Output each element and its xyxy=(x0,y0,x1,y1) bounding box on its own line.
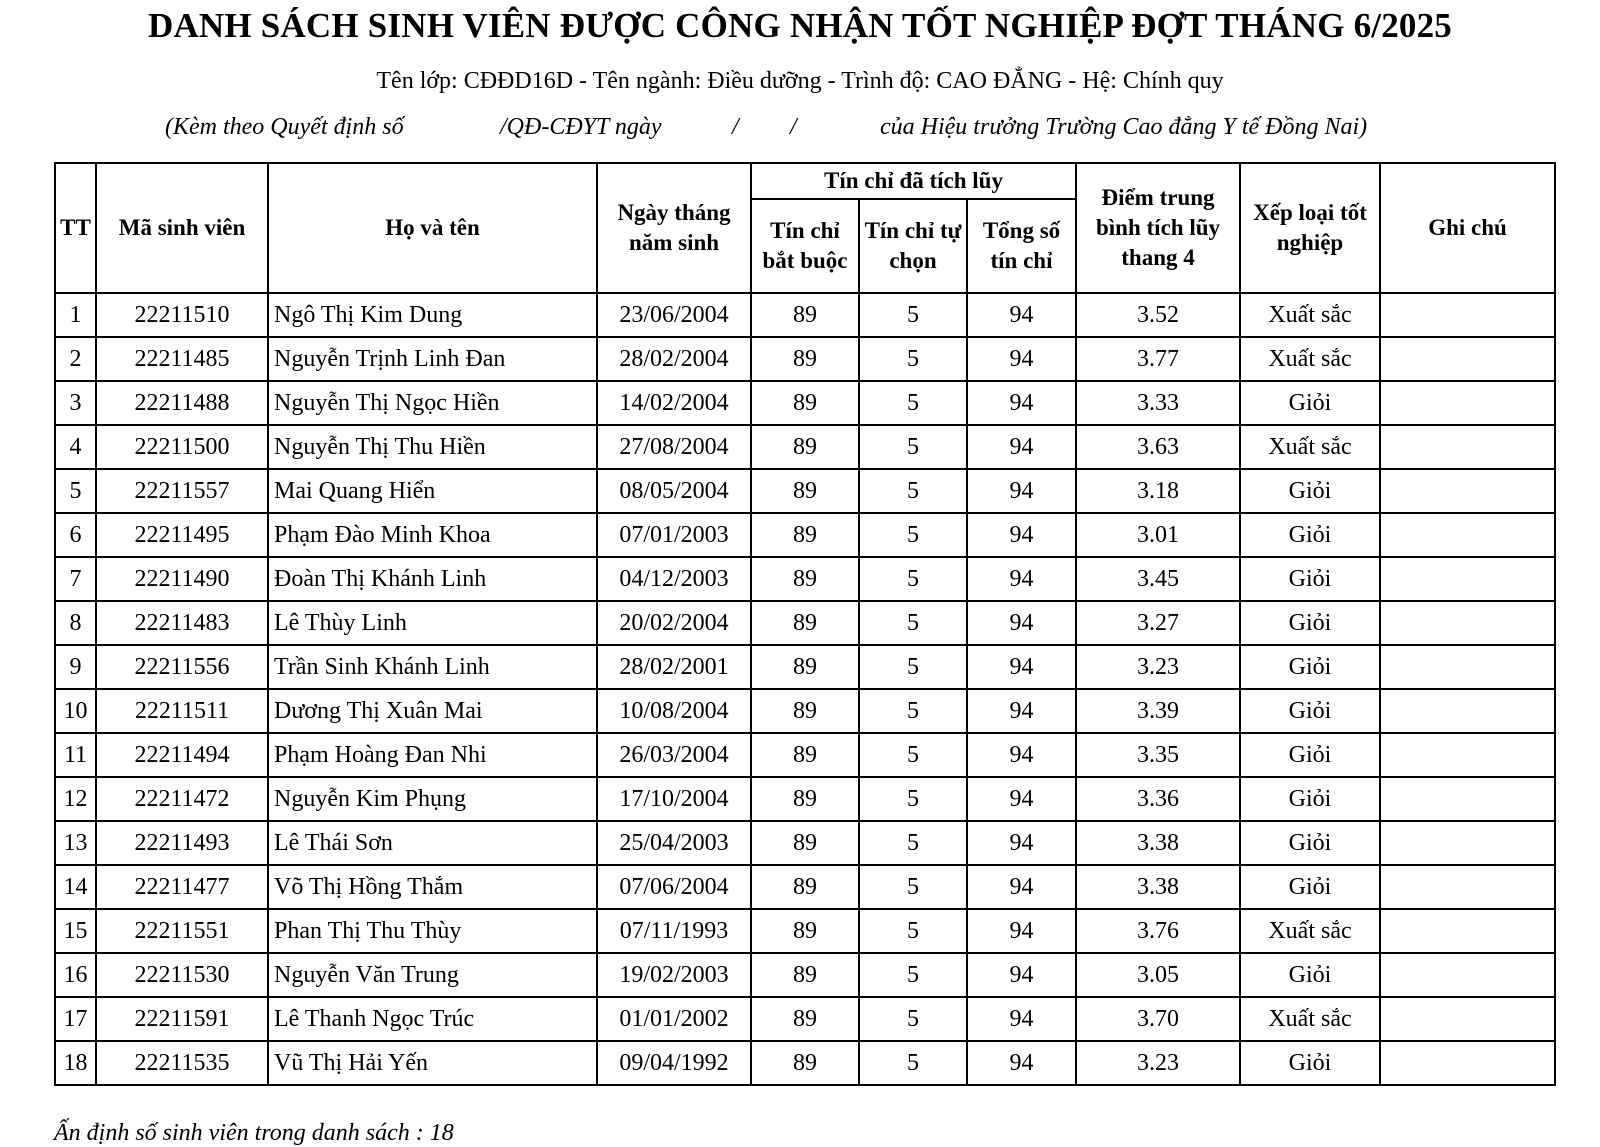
cell-credits-elective: 5 xyxy=(859,953,967,997)
cell-classification: Giỏi xyxy=(1240,733,1380,777)
cell-gpa: 3.33 xyxy=(1076,381,1240,425)
cell-credits-total: 94 xyxy=(967,689,1076,733)
cell-tt: 9 xyxy=(55,645,96,689)
cell-credits-required: 89 xyxy=(751,777,859,821)
cell-note xyxy=(1380,1041,1555,1085)
cell-student-id: 22211472 xyxy=(96,777,268,821)
cell-tt: 13 xyxy=(55,821,96,865)
cell-tt: 17 xyxy=(55,997,96,1041)
cell-student-id: 22211535 xyxy=(96,1041,268,1085)
cell-full-name: Nguyễn Kim Phụng xyxy=(268,777,597,821)
cell-gpa: 3.27 xyxy=(1076,601,1240,645)
cell-gpa: 3.63 xyxy=(1076,425,1240,469)
cell-credits-required: 89 xyxy=(751,557,859,601)
cell-full-name: Ngô Thị Kim Dung xyxy=(268,293,597,337)
cell-dob: 07/01/2003 xyxy=(597,513,751,557)
cell-full-name: Võ Thị Hồng Thắm xyxy=(268,865,597,909)
cell-classification: Giỏi xyxy=(1240,513,1380,557)
cell-note xyxy=(1380,381,1555,425)
decision-date-slash: / xyxy=(732,114,739,140)
cell-gpa: 3.38 xyxy=(1076,821,1240,865)
student-count-summary: Ấn định số sinh viên trong danh sách : 18 xyxy=(54,1120,454,1146)
cell-credits-elective: 5 xyxy=(859,1041,967,1085)
cell-credits-total: 94 xyxy=(967,469,1076,513)
cell-student-id: 22211551 xyxy=(96,909,268,953)
cell-dob: 10/08/2004 xyxy=(597,689,751,733)
cell-classification: Giỏi xyxy=(1240,469,1380,513)
cell-credits-elective: 5 xyxy=(859,337,967,381)
table-row xyxy=(55,469,1555,513)
table-body xyxy=(55,293,1555,1085)
cell-tt: 6 xyxy=(55,513,96,557)
header-tt: TT xyxy=(55,163,96,293)
cell-classification: Giỏi xyxy=(1240,821,1380,865)
cell-classification: Giỏi xyxy=(1240,645,1380,689)
cell-credits-required: 89 xyxy=(751,601,859,645)
cell-full-name: Nguyễn Trịnh Linh Đan xyxy=(268,337,597,381)
cell-full-name: Dương Thị Xuân Mai xyxy=(268,689,597,733)
cell-credits-elective: 5 xyxy=(859,381,967,425)
cell-note xyxy=(1380,601,1555,645)
cell-dob: 07/06/2004 xyxy=(597,865,751,909)
decision-date-slash: / xyxy=(790,114,797,140)
cell-gpa: 3.36 xyxy=(1076,777,1240,821)
cell-gpa: 3.23 xyxy=(1076,1041,1240,1085)
cell-student-id: 22211556 xyxy=(96,645,268,689)
cell-note xyxy=(1380,513,1555,557)
cell-credits-required: 89 xyxy=(751,909,859,953)
cell-credits-total: 94 xyxy=(967,557,1076,601)
cell-note xyxy=(1380,865,1555,909)
cell-credits-total: 94 xyxy=(967,293,1076,337)
cell-full-name: Phan Thị Thu Thùy xyxy=(268,909,597,953)
cell-classification: Giỏi xyxy=(1240,865,1380,909)
table-row xyxy=(55,425,1555,469)
cell-note xyxy=(1380,469,1555,513)
cell-student-id: 22211485 xyxy=(96,337,268,381)
cell-note xyxy=(1380,337,1555,381)
cell-full-name: Nguyễn Văn Trung xyxy=(268,953,597,997)
cell-credits-required: 89 xyxy=(751,425,859,469)
header-note: Ghi chú xyxy=(1380,163,1555,293)
cell-student-id: 22211530 xyxy=(96,953,268,997)
cell-credits-elective: 5 xyxy=(859,733,967,777)
cell-dob: 07/11/1993 xyxy=(597,909,751,953)
cell-credits-total: 94 xyxy=(967,777,1076,821)
cell-gpa: 3.38 xyxy=(1076,865,1240,909)
cell-tt: 7 xyxy=(55,557,96,601)
cell-full-name: Phạm Hoàng Đan Nhi xyxy=(268,733,597,777)
cell-dob: 08/05/2004 xyxy=(597,469,751,513)
cell-gpa: 3.05 xyxy=(1076,953,1240,997)
cell-tt: 15 xyxy=(55,909,96,953)
table-row xyxy=(55,337,1555,381)
cell-dob: 27/08/2004 xyxy=(597,425,751,469)
cell-student-id: 22211483 xyxy=(96,601,268,645)
cell-note xyxy=(1380,689,1555,733)
table-row xyxy=(55,997,1555,1041)
cell-full-name: Nguyễn Thị Thu Hiền xyxy=(268,425,597,469)
table-row xyxy=(55,381,1555,425)
cell-credits-required: 89 xyxy=(751,1041,859,1085)
cell-full-name: Lê Thái Sơn xyxy=(268,821,597,865)
cell-credits-required: 89 xyxy=(751,337,859,381)
cell-dob: 01/01/2002 xyxy=(597,997,751,1041)
header-gpa: Điểm trung bình tích lũy thang 4 xyxy=(1076,163,1240,293)
header-date-of-birth: Ngày tháng năm sinh xyxy=(597,163,751,293)
cell-student-id: 22211511 xyxy=(96,689,268,733)
table-row xyxy=(55,689,1555,733)
cell-student-id: 22211477 xyxy=(96,865,268,909)
cell-full-name: Lê Thanh Ngọc Trúc xyxy=(268,997,597,1041)
cell-credits-elective: 5 xyxy=(859,601,967,645)
cell-credits-required: 89 xyxy=(751,293,859,337)
cell-tt: 4 xyxy=(55,425,96,469)
cell-full-name: Phạm Đào Minh Khoa xyxy=(268,513,597,557)
cell-credits-required: 89 xyxy=(751,997,859,1041)
cell-gpa: 3.52 xyxy=(1076,293,1240,337)
cell-credits-elective: 5 xyxy=(859,469,967,513)
cell-dob: 20/02/2004 xyxy=(597,601,751,645)
cell-classification: Giỏi xyxy=(1240,777,1380,821)
table-row xyxy=(55,865,1555,909)
cell-credits-total: 94 xyxy=(967,425,1076,469)
cell-full-name: Trần Sinh Khánh Linh xyxy=(268,645,597,689)
cell-credits-required: 89 xyxy=(751,645,859,689)
cell-dob: 25/04/2003 xyxy=(597,821,751,865)
cell-gpa: 3.23 xyxy=(1076,645,1240,689)
cell-classification: Giỏi xyxy=(1240,601,1380,645)
cell-tt: 14 xyxy=(55,865,96,909)
cell-note xyxy=(1380,293,1555,337)
table-row xyxy=(55,821,1555,865)
cell-classification: Xuất sắc xyxy=(1240,909,1380,953)
cell-classification: Giỏi xyxy=(1240,557,1380,601)
cell-credits-elective: 5 xyxy=(859,557,967,601)
cell-gpa: 3.70 xyxy=(1076,997,1240,1041)
cell-tt: 16 xyxy=(55,953,96,997)
cell-credits-required: 89 xyxy=(751,513,859,557)
cell-credits-required: 89 xyxy=(751,689,859,733)
cell-credits-required: 89 xyxy=(751,733,859,777)
cell-credits-required: 89 xyxy=(751,381,859,425)
cell-classification: Giỏi xyxy=(1240,381,1380,425)
cell-full-name: Nguyễn Thị Ngọc Hiền xyxy=(268,381,597,425)
cell-tt: 8 xyxy=(55,601,96,645)
table-row xyxy=(55,645,1555,689)
cell-note xyxy=(1380,425,1555,469)
cell-credits-elective: 5 xyxy=(859,865,967,909)
cell-credits-elective: 5 xyxy=(859,821,967,865)
cell-credits-elective: 5 xyxy=(859,997,967,1041)
cell-credits-total: 94 xyxy=(967,513,1076,557)
cell-dob: 23/06/2004 xyxy=(597,293,751,337)
cell-note xyxy=(1380,777,1555,821)
cell-tt: 2 xyxy=(55,337,96,381)
cell-student-id: 22211490 xyxy=(96,557,268,601)
cell-credits-required: 89 xyxy=(751,469,859,513)
cell-student-id: 22211591 xyxy=(96,997,268,1041)
cell-tt: 10 xyxy=(55,689,96,733)
cell-credits-total: 94 xyxy=(967,645,1076,689)
cell-note xyxy=(1380,953,1555,997)
cell-gpa: 3.77 xyxy=(1076,337,1240,381)
cell-note xyxy=(1380,909,1555,953)
cell-gpa: 3.35 xyxy=(1076,733,1240,777)
cell-gpa: 3.45 xyxy=(1076,557,1240,601)
header-credits-group: Tín chỉ đã tích lũy xyxy=(751,163,1076,199)
cell-dob: 28/02/2004 xyxy=(597,337,751,381)
class-info: Tên lớp: CĐĐD16D - Tên ngành: Điều dưỡng - Trình độ: CAO ĐẲNG - Hệ: Chính quy xyxy=(376,68,1224,94)
cell-credits-total: 94 xyxy=(967,865,1076,909)
cell-classification: Giỏi xyxy=(1240,1041,1380,1085)
cell-full-name: Lê Thùy Linh xyxy=(268,601,597,645)
cell-credits-elective: 5 xyxy=(859,909,967,953)
cell-classification: Xuất sắc xyxy=(1240,425,1380,469)
cell-credits-total: 94 xyxy=(967,733,1076,777)
header-credits-elective: Tín chỉ tự chọn xyxy=(859,199,967,293)
cell-credits-total: 94 xyxy=(967,1041,1076,1085)
cell-dob: 09/04/1992 xyxy=(597,1041,751,1085)
header-student-id: Mã sinh viên xyxy=(96,163,268,293)
cell-dob: 17/10/2004 xyxy=(597,777,751,821)
cell-classification: Xuất sắc xyxy=(1240,997,1380,1041)
table-row xyxy=(55,777,1555,821)
cell-student-id: 22211494 xyxy=(96,733,268,777)
cell-credits-elective: 5 xyxy=(859,513,967,557)
table-row xyxy=(55,1041,1555,1085)
cell-credits-elective: 5 xyxy=(859,425,967,469)
cell-student-id: 22211557 xyxy=(96,469,268,513)
cell-note xyxy=(1380,557,1555,601)
cell-tt: 11 xyxy=(55,733,96,777)
table-row xyxy=(55,513,1555,557)
graduates-table xyxy=(54,162,1556,1086)
cell-credits-elective: 5 xyxy=(859,293,967,337)
cell-gpa: 3.18 xyxy=(1076,469,1240,513)
cell-classification: Giỏi xyxy=(1240,689,1380,733)
cell-credits-elective: 5 xyxy=(859,645,967,689)
cell-credits-elective: 5 xyxy=(859,777,967,821)
header-classification: Xếp loại tốt nghiệp xyxy=(1240,163,1380,293)
decision-text-start: (Kèm theo Quyết định số xyxy=(165,114,404,140)
cell-tt: 3 xyxy=(55,381,96,425)
cell-credits-total: 94 xyxy=(967,381,1076,425)
table-row xyxy=(55,557,1555,601)
cell-student-id: 22211495 xyxy=(96,513,268,557)
cell-note xyxy=(1380,733,1555,777)
cell-credits-total: 94 xyxy=(967,953,1076,997)
cell-student-id: 22211510 xyxy=(96,293,268,337)
cell-classification: Xuất sắc xyxy=(1240,293,1380,337)
cell-dob: 04/12/2003 xyxy=(597,557,751,601)
cell-note xyxy=(1380,997,1555,1041)
cell-credits-total: 94 xyxy=(967,337,1076,381)
cell-dob: 14/02/2004 xyxy=(597,381,751,425)
cell-tt: 18 xyxy=(55,1041,96,1085)
cell-gpa: 3.39 xyxy=(1076,689,1240,733)
cell-tt: 1 xyxy=(55,293,96,337)
cell-classification: Xuất sắc xyxy=(1240,337,1380,381)
cell-note xyxy=(1380,821,1555,865)
decision-text-end: của Hiệu trưởng Trường Cao đẳng Y tế Đồng Nai) xyxy=(880,114,1368,140)
cell-credits-total: 94 xyxy=(967,909,1076,953)
cell-dob: 26/03/2004 xyxy=(597,733,751,777)
cell-gpa: 3.01 xyxy=(1076,513,1240,557)
cell-student-id: 22211493 xyxy=(96,821,268,865)
cell-credits-total: 94 xyxy=(967,997,1076,1041)
cell-dob: 19/02/2003 xyxy=(597,953,751,997)
document-title: DANH SÁCH SINH VIÊN ĐƯỢC CÔNG NHẬN TỐT NGHIỆP ĐỢT THÁNG 6/2025 xyxy=(147,6,1453,45)
cell-credits-total: 94 xyxy=(967,821,1076,865)
cell-credits-elective: 5 xyxy=(859,689,967,733)
table-row xyxy=(55,733,1555,777)
header-credits-total: Tổng số tín chỉ xyxy=(967,199,1076,293)
cell-classification: Giỏi xyxy=(1240,953,1380,997)
cell-student-id: 22211488 xyxy=(96,381,268,425)
header-credits-required: Tín chỉ bắt buộc xyxy=(751,199,859,293)
table-row xyxy=(55,601,1555,645)
cell-full-name: Mai Quang Hiển xyxy=(268,469,597,513)
cell-student-id: 22211500 xyxy=(96,425,268,469)
cell-full-name: Vũ Thị Hải Yến xyxy=(268,1041,597,1085)
cell-note xyxy=(1380,645,1555,689)
cell-credits-required: 89 xyxy=(751,865,859,909)
decision-text-date: /QĐ-CĐYT ngày xyxy=(500,114,662,140)
cell-gpa: 3.76 xyxy=(1076,909,1240,953)
header-full-name: Họ và tên xyxy=(268,163,597,293)
cell-tt: 12 xyxy=(55,777,96,821)
cell-dob: 28/02/2001 xyxy=(597,645,751,689)
cell-tt: 5 xyxy=(55,469,96,513)
cell-credits-total: 94 xyxy=(967,601,1076,645)
table-row xyxy=(55,293,1555,337)
cell-credits-required: 89 xyxy=(751,953,859,997)
cell-full-name: Đoàn Thị Khánh Linh xyxy=(268,557,597,601)
cell-credits-required: 89 xyxy=(751,821,859,865)
table-row xyxy=(55,953,1555,997)
table-row xyxy=(55,909,1555,953)
